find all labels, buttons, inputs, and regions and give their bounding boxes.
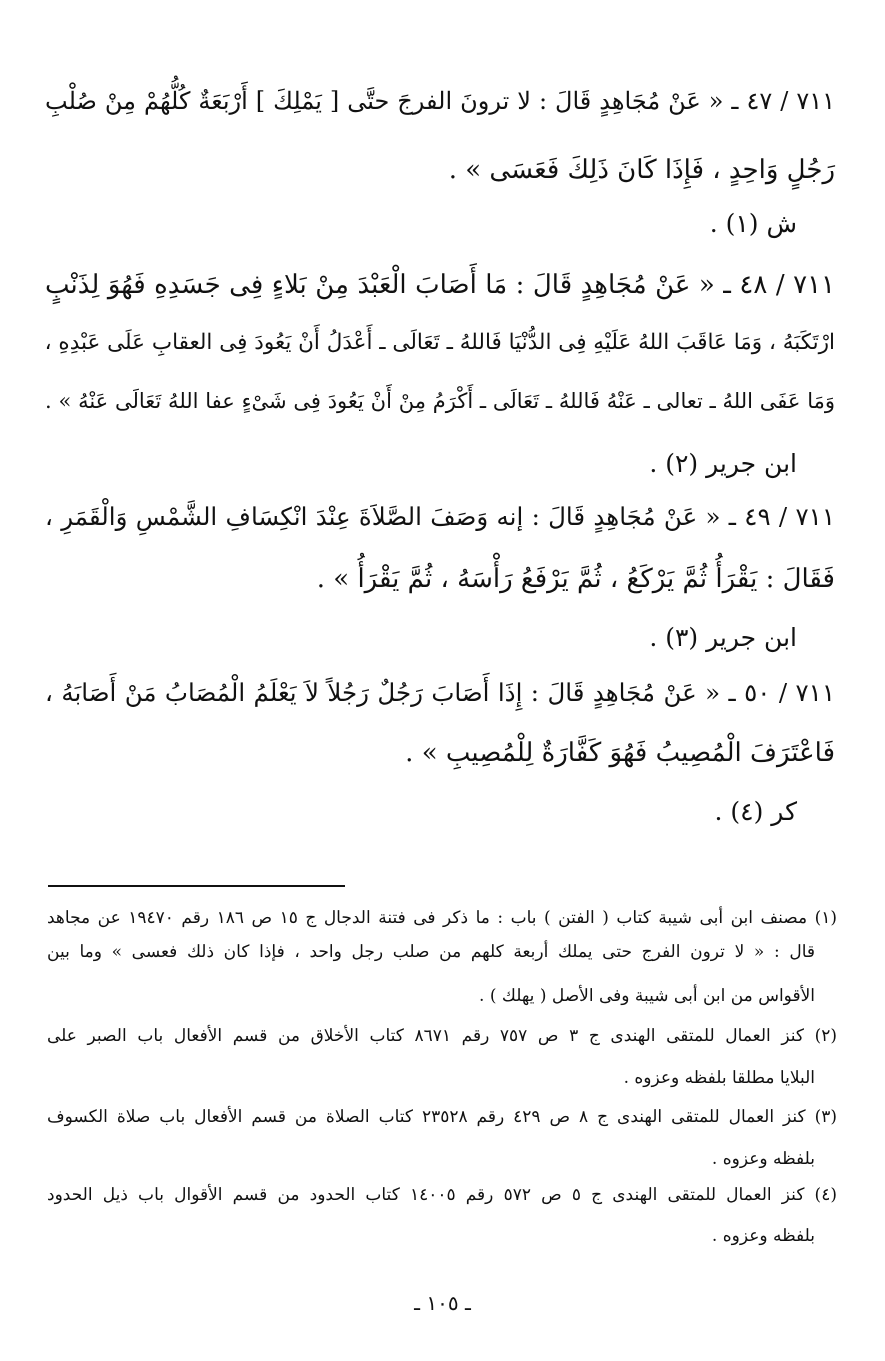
entry-48-line-1: ٧١١ / ٤٨ ـ « عَنْ مُجَاهِدٍ قَالَ : مَا أَصَابَ الْعَبْدَ مِنْ بَلاءٍ فِى جَسَدِهِ فَهُوَ لِذَنْبٍ bbox=[45, 270, 836, 300]
entry-47-line-1: ٧١١ / ٤٧ ـ « عَنْ مُجَاهِدٍ قَالَ : لا ترونَ الفرجَ حتَّى [ يَمْلِكَ ] أَرْبَعَةٌ كُلُّهُمْ مِنْ صُلْبِ bbox=[45, 87, 835, 115]
footnote-separator bbox=[48, 885, 345, 887]
footnote-2-line-1: (٢) كنز العمال للمتقى الهندى ج ٣ ص ٧٥٧ رقم ٨٦٧١ كتاب الأخلاق من قسم الأفعال باب الصبر على bbox=[47, 1026, 837, 1046]
entry-48-source: ابن جرير (٢) . bbox=[649, 449, 797, 478]
entry-49-source: ابن جرير (٣) . bbox=[649, 623, 797, 652]
footnote-1-line-1: (١) مصنف ابن أبى شيبة كتاب ( الفتن ) باب : ما ذكر فى فتنة الدجال ج ١٥ ص ١٨٦ رقم ١٩٤٧٠ عن مجاهد bbox=[47, 908, 837, 928]
entry-49-line-1: ٧١١ / ٤٩ ـ « عَنْ مُجَاهِدٍ قَالَ : إنه وَصَفَ الصَّلاَةَ عِنْدَ انْكِسَافِ الشَّمْسِ وَالْقَمَرِ ، bbox=[45, 502, 835, 531]
footnote-4-line-1: (٤) كنز العمال للمتقى الهندى ج ٥ ص ٥٧٢ رقم ١٤٠٠٥ كتاب الحدود من قسم الأقوال باب ذيل الحدود bbox=[47, 1185, 837, 1205]
page-number: ـ ١٠٥ ـ bbox=[414, 1291, 471, 1315]
entry-47-source: ش (١) . bbox=[709, 209, 797, 238]
entry-50-line-1: ٧١١ / ٥٠ ـ « عَنْ مُجَاهِدٍ قَالَ : إِذَا أَصَابَ رَجُلٌ رَجُلاً لاَ يَعْلَمُ الْمُصَابُ مَنْ أَصَابَهُ ، bbox=[45, 678, 835, 707]
entry-50-line-2: فَاعْتَرَفَ الْمُصِيبُ فَهُوَ كَفَّارَةٌ لِلْمُصِيبِ » . bbox=[405, 738, 835, 768]
footnote-4-line-2: بلفظه وعزوه . bbox=[711, 1226, 815, 1246]
entry-47-line-2: رَجُلٍ وَاحِدٍ ، فَإِذَا كَانَ ذَلِكَ فَعَسَى » . bbox=[448, 155, 835, 185]
entry-50-source: كر (٤) . bbox=[714, 797, 797, 826]
entry-48-line-2: ارْتَكَبَهُ ، وَمَا عَاقَبَ اللهُ عَلَيْهِ فِى الدُّنْيَا فَاللهُ ـ تَعَالَى ـ أَعْدَلُ أَنْ يَعُودَ فِى العقابِ عَلَى عَبْدِهِ ، bbox=[44, 330, 835, 355]
entry-48-line-3: وَمَا عَفَى اللهُ ـ تعالى ـ عَنْهُ فَاللهُ ـ تَعَالَى ـ أَكْرَمُ مِنْ أَنْ يَعُودَ فِى شَىْءٍ عفا اللهُ تَعَالَى عَنْهُ » . bbox=[45, 389, 835, 413]
footnote-1-line-2: قال : « لا ترون الفرج حتى يملك أربعة كلهم من صلب رجل واحد ، فإذا كان ذلك فعسى » وما بين bbox=[47, 942, 815, 962]
footnote-3-line-2: بلفظه وعزوه . bbox=[711, 1149, 815, 1169]
footnote-3-line-1: (٣) كنز العمال للمتقى الهندى ج ٨ ص ٤٢٩ رقم ٢٣٥٢٨ كتاب الصلاة من قسم الأفعال باب صلاة الكسوف bbox=[47, 1107, 837, 1127]
footnote-1-line-3: الأقواس من ابن أبى شيبة وفى الأصل ( يهلك ) . bbox=[479, 986, 815, 1006]
entry-49-line-2: فَقَالَ : يَقْرَأُ ثُمَّ يَرْكَعُ ، ثُمَّ يَرْفَعُ رَأْسَهُ ، ثُمَّ يَقْرَأُ » . bbox=[316, 564, 835, 594]
footnote-2-line-2: البلايا مطلقا بلفظه وعزوه . bbox=[623, 1068, 815, 1088]
